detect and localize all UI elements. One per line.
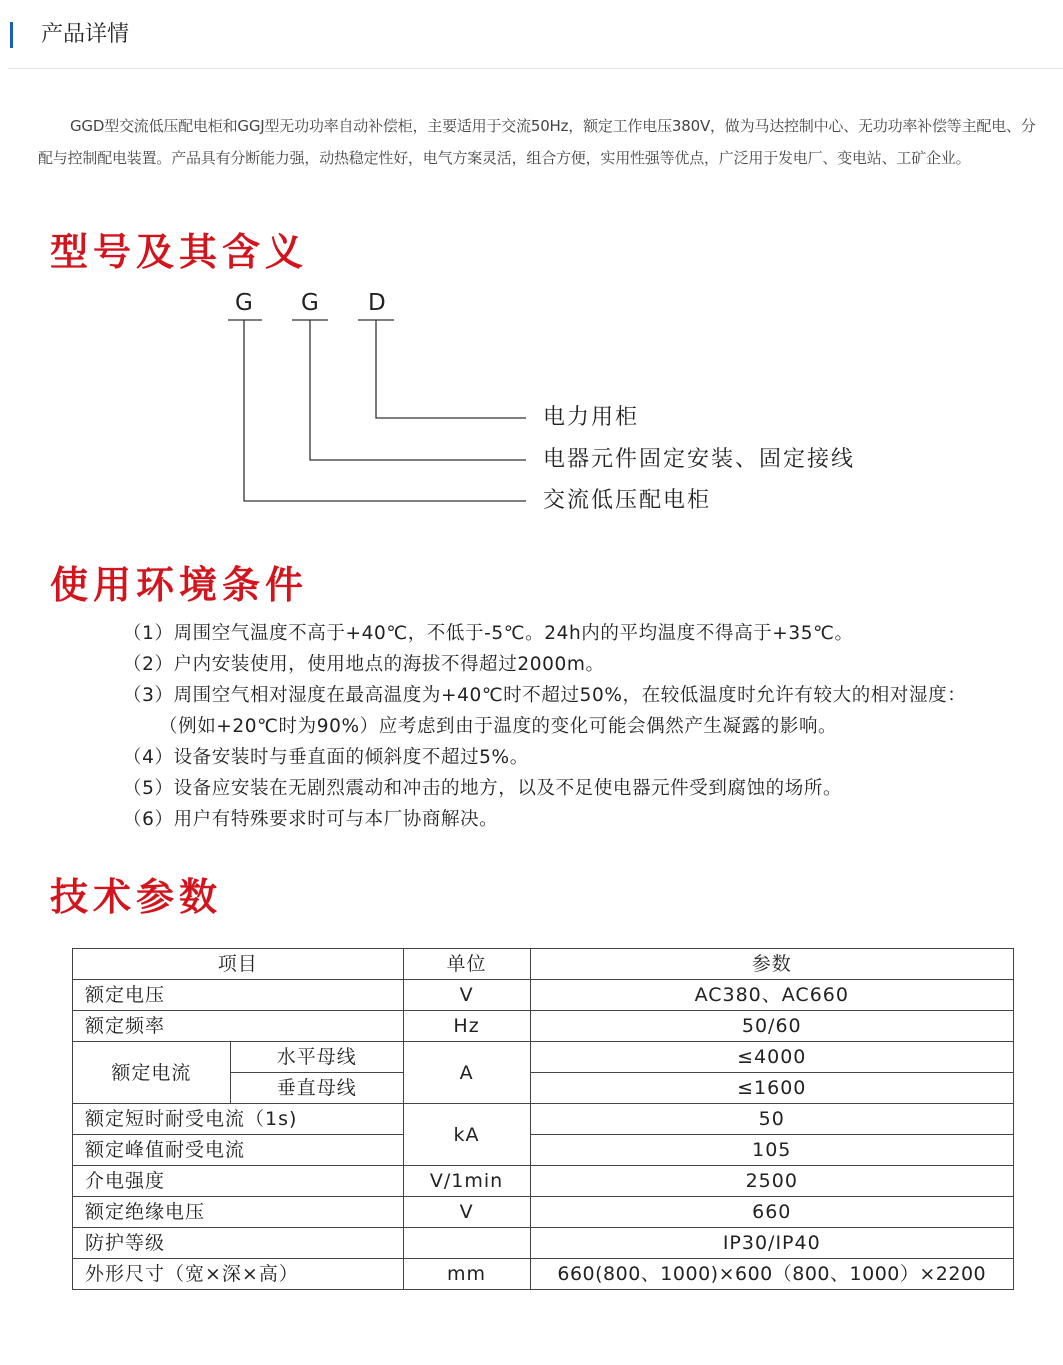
row-voltage-unit: V bbox=[403, 980, 530, 1011]
line-g1 bbox=[244, 320, 526, 501]
row-current-val1: ≤4000 bbox=[530, 1042, 1013, 1073]
model-letter-2: G bbox=[301, 290, 319, 316]
meaning-d: 电力用柜 bbox=[543, 405, 640, 430]
table-row bbox=[73, 980, 1014, 1011]
env-item-3: （3）周围空气相对湿度在最高温度为+40℃时不超过50%，在较低温度时允许有较大的相对湿度： bbox=[123, 685, 967, 706]
row-insul-value: 660 bbox=[530, 1197, 1013, 1228]
header-accent-bar bbox=[10, 22, 13, 48]
model-heading: 型号及其含义 bbox=[50, 230, 309, 274]
row-dielectric-unit: V/1min bbox=[403, 1166, 530, 1197]
row-short-item: 额定短时耐受电流（1s) bbox=[73, 1104, 404, 1135]
header-unit: 单位 bbox=[403, 949, 530, 980]
table-row bbox=[73, 1135, 1014, 1166]
env-item-6: （6）用户有特殊要求时可与本厂协商解决。 bbox=[123, 809, 499, 830]
header-value: 参数 bbox=[530, 949, 1013, 980]
line-g2 bbox=[310, 320, 526, 460]
table-row bbox=[73, 1011, 1014, 1042]
row-short-unit: kA bbox=[403, 1104, 530, 1166]
row-dielectric-value: 2500 bbox=[530, 1166, 1013, 1197]
table-row bbox=[73, 1197, 1014, 1228]
meaning-g2: 电器元件固定安装、固定接线 bbox=[543, 447, 856, 472]
row-peak-item: 额定峰值耐受电流 bbox=[73, 1135, 404, 1166]
row-current-unit: A bbox=[403, 1042, 530, 1104]
row-short-val1: 50 bbox=[530, 1104, 1013, 1135]
model-letter-1: G bbox=[235, 290, 253, 316]
row-peak-val: 105 bbox=[530, 1135, 1013, 1166]
intro-paragraph: GGD型交流低压配电柜和GGJ型无功功率自动补偿柜，主要适用于交流50Hz，额定工作电压380V，做为马达控制中心、无功功率补偿等主配电、分配与控制配电装置。产品具有分断能力强，动热稳定性好，电气方案灵活，组合方便，实用性强等优点，广泛用于发电厂、变电站、工矿企业。 bbox=[38, 117, 1036, 167]
row-freq-item: 额定频率 bbox=[73, 1011, 404, 1042]
row-current-sub2: 垂直母线 bbox=[230, 1073, 403, 1104]
row-insul-unit: V bbox=[403, 1197, 530, 1228]
table-row bbox=[73, 1259, 1014, 1290]
row-protect-unit bbox=[403, 1228, 530, 1259]
params-table bbox=[72, 948, 1014, 1290]
row-protect-value: IP30/IP40 bbox=[530, 1228, 1013, 1259]
row-freq-unit: Hz bbox=[403, 1011, 530, 1042]
env-item-1: （1）周围空气温度不高于+40℃，不低于-5℃。24h内的平均温度不得高于+35℃。 bbox=[123, 623, 854, 644]
row-voltage-item: 额定电压 bbox=[73, 980, 404, 1011]
env-item-4: （4）设备安装时与垂直面的倾斜度不超过5%。 bbox=[123, 747, 529, 768]
page-title: 产品详情 bbox=[41, 22, 130, 47]
row-size-item: 外形尺寸（宽×深×高） bbox=[73, 1259, 404, 1290]
model-diagram-lines bbox=[0, 280, 1063, 530]
row-current-sub1: 水平母线 bbox=[230, 1042, 403, 1073]
table-row bbox=[73, 1042, 1014, 1073]
row-dielectric-item: 介电强度 bbox=[73, 1166, 404, 1197]
row-voltage-value: AC380、AC660 bbox=[530, 980, 1013, 1011]
section-header bbox=[8, 0, 1063, 69]
row-size-value: 660(800、1000)×600（800、1000）×2200 bbox=[530, 1259, 1013, 1290]
tech-heading: 技术参数 bbox=[50, 875, 223, 919]
env-item-5: （5）设备应安装在无剧烈震动和冲击的地方，以及不足使电器元件受到腐蚀的场所。 bbox=[123, 778, 843, 799]
env-heading: 使用环境条件 bbox=[50, 563, 309, 607]
row-size-unit: mm bbox=[403, 1259, 530, 1290]
row-freq-value: 50/60 bbox=[530, 1011, 1013, 1042]
row-insul-item: 额定绝缘电压 bbox=[73, 1197, 404, 1228]
header-item: 项目 bbox=[73, 949, 404, 980]
row-current-val2: ≤1600 bbox=[530, 1073, 1013, 1104]
table-header-row bbox=[73, 949, 1014, 980]
meaning-g1: 交流低压配电柜 bbox=[543, 488, 712, 513]
line-d bbox=[376, 320, 526, 418]
model-diagram bbox=[0, 280, 1063, 530]
table-row bbox=[73, 1104, 1014, 1135]
table-row bbox=[73, 1228, 1014, 1259]
row-protect-item: 防护等级 bbox=[73, 1228, 404, 1259]
model-letter-3: D bbox=[368, 290, 386, 316]
row-current-item: 额定电流 bbox=[73, 1042, 231, 1104]
env-item-3-cont: （例如+20℃时为90%）应考虑到由于温度的变化可能会偶然产生凝露的影响。 bbox=[159, 716, 838, 737]
env-item-2: （2）户内安装使用，使用地点的海拔不得超过2000m。 bbox=[123, 654, 605, 675]
table-row bbox=[73, 1166, 1014, 1197]
